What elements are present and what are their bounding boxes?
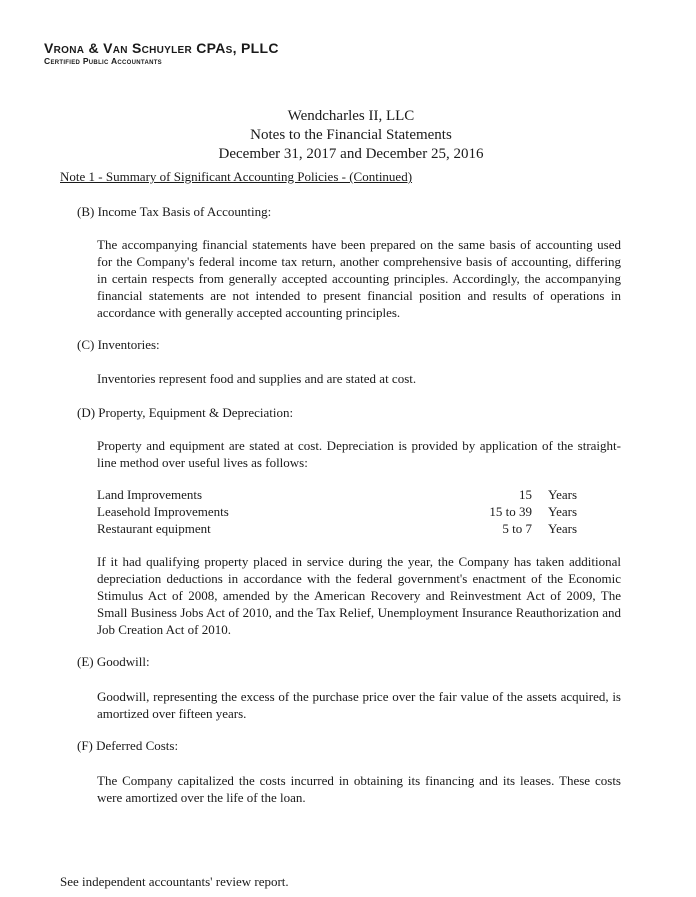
company-name: Wendcharles II, LLC <box>287 108 415 124</box>
section-d-text-2: If it had qualifying property placed in service during the year, the Company has taken additional depreciation deductions in accordance with the federal government's enactment of the Economic Stimulus Act of 2008, amended by the American Recovery and Reinvestment Act of 2009, The Small Business Jobs Act of 2010, and the Tax Relief, Unemployment Insurance Reauthorization and Job Creation Act of 2010. <box>97 554 621 637</box>
section-b-heading: (B) Income Tax Basis of Accounting: <box>77 204 272 219</box>
firm-name: Vrona & Van Schuyler CPAs, PLLC <box>44 40 279 56</box>
section-f-text: The Company capitalized the costs incurred in obtaining its financing and its leases. These costs were amortized over the life of the loan. <box>97 773 621 805</box>
useful-life-range: 15 to 39 <box>489 504 532 519</box>
useful-life-unit: Years <box>547 487 577 502</box>
section-b-text: The accompanying financial statements have been prepared on the same basis of accounting used for the Company's federal income tax return, another comprehensive basis of accounting, differing in certain respects from generally accepted accounting principles. Accordingly, the accompanying financial statements are not intended to present financial position and results of operations in accordance with generally accepted accounting principles. <box>97 237 621 320</box>
useful-life-range: 15 <box>519 487 532 502</box>
table-row <box>97 503 577 520</box>
useful-lives-table <box>97 486 577 537</box>
firm-subtitle: Certified Public Accountants <box>44 56 162 66</box>
section-f-heading: (F) Deferred Costs: <box>77 738 179 753</box>
document-header <box>0 107 696 164</box>
note-title: Note 1 - Summary of Significant Accounting Policies - (Continued) <box>60 169 413 184</box>
firm-letterhead <box>44 40 279 67</box>
section-c-heading: (C) Inventories: <box>77 337 160 352</box>
asset-label: Restaurant equipment <box>97 521 211 536</box>
section-e-heading: (E) Goodwill: <box>77 654 150 669</box>
useful-life-range: 5 to 7 <box>502 521 532 536</box>
useful-life-unit: Years <box>547 521 577 536</box>
footer-note: See independent accountants' review report. <box>60 874 289 889</box>
section-c-text: Inventories represent food and supplies and are stated at cost. <box>97 371 417 386</box>
section-d-heading: (D) Property, Equipment & Depreciation: <box>77 405 294 420</box>
asset-label: Leasehold Improvements <box>97 504 229 519</box>
document-period: December 31, 2017 and December 25, 2016 <box>218 146 484 162</box>
section-e-text: Goodwill, representing the excess of the purchase price over the fair value of the assets acquired, is amortized over fifteen years. <box>97 689 621 721</box>
useful-life-unit: Years <box>547 504 577 519</box>
table-row <box>97 520 577 537</box>
section-d-text: Property and equipment are stated at cost. Depreciation is provided by application of the straight-line method over useful lives as follows: <box>97 438 621 470</box>
document-title: Notes to the Financial Statements <box>250 127 452 143</box>
table-row <box>97 486 577 503</box>
asset-label: Land Improvements <box>97 487 203 502</box>
